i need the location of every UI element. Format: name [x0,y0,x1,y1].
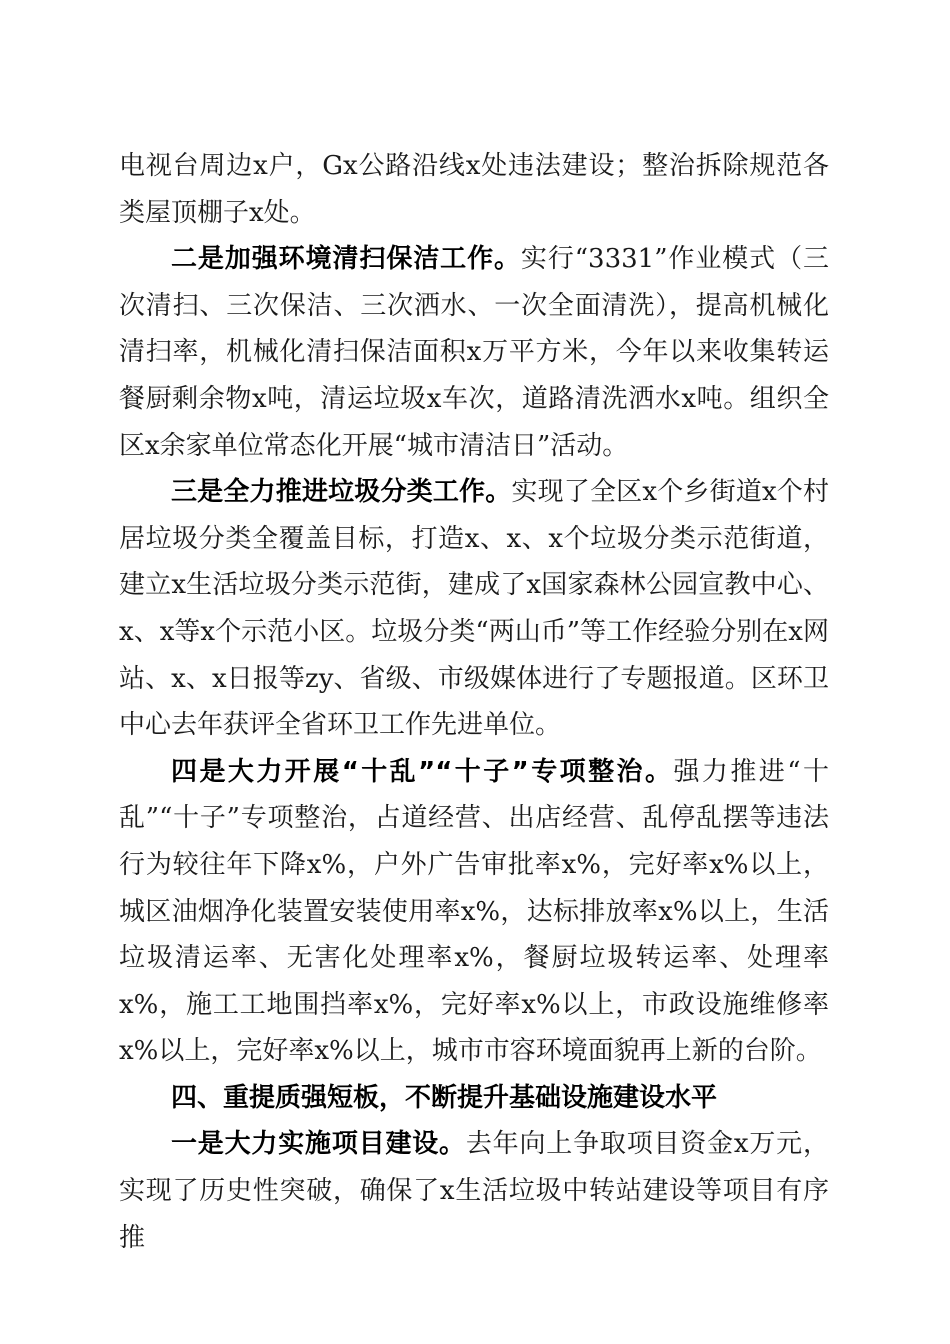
paragraph-text: 去年向上争取项目资金x万元，实现了历史性突破，确保了x生活垃圾中转站建设等项目有序推 [119,1129,829,1253]
paragraph-cleaning [119,236,829,469]
paragraph-special-rectification [119,749,829,1075]
document-body [119,143,829,1261]
paragraph-continuation [119,143,829,236]
paragraph-project-construction [119,1121,829,1261]
paragraph-text: 强力推进“十乱”“十子”专项整治，占道经营、出店经营、乱停乱摆等违法行为较往年下降x%，户外广告审批率x%，完好率x%以上，城区油烟净化装置安装使用率x%，达标排放率x%以上，生活垃圾清运率、无害化处理率x%，餐厨垃圾转运率、处理率x%，施工工地围挡率x%，完好率x%以上，市政设施维修率x%以上，完好率x%以上，城市市容环境面貌再上新的台阶。 [119,756,829,1067]
paragraph-garbage-sorting [119,469,829,749]
section-heading: 四、重提质强短板，不断提升基础设施建设水平 [171,1082,718,1113]
paragraph-lead: 三是全力推进垃圾分类工作。 [171,477,512,508]
paragraph-text: 实行“3331”作业模式（三次清扫、三次保洁、三次洒水、一次全面清洗），提高机械化清扫率，机械化清扫保洁面积x万平方米，今年以来收集转运餐厨剩余物x吨，清运垃圾x车次，道路清洗洒水x吨。组织全区x余家单位常态化开展“城市清洁日”活动。 [119,244,829,461]
paragraph-lead: 一是大力实施项目建设。 [171,1129,466,1160]
paragraph-lead: 四是大力开展“十乱”“十子”专项整治。 [171,756,674,787]
paragraph-text: 电视台周边x户，Gx公路沿线x处违法建设；整治拆除规范各类屋顶棚子x处。 [119,151,829,228]
paragraph-text: 实现了全区x个乡街道x个村居垃圾分类全覆盖目标，打造x、x、x个垃圾分类示范街道，建立x生活垃圾分类示范街，建成了x国家森林公园宣教中心、x、x等x个示范小区。垃圾分类“两山币”等工作经验分别在x网站、x、x日报等zy、省级、市级媒体进行了专题报道。区环卫中心去年获评全省环卫工作先进单位。 [119,477,829,741]
paragraph-lead: 二是加强环境清扫保洁工作。 [171,244,521,275]
